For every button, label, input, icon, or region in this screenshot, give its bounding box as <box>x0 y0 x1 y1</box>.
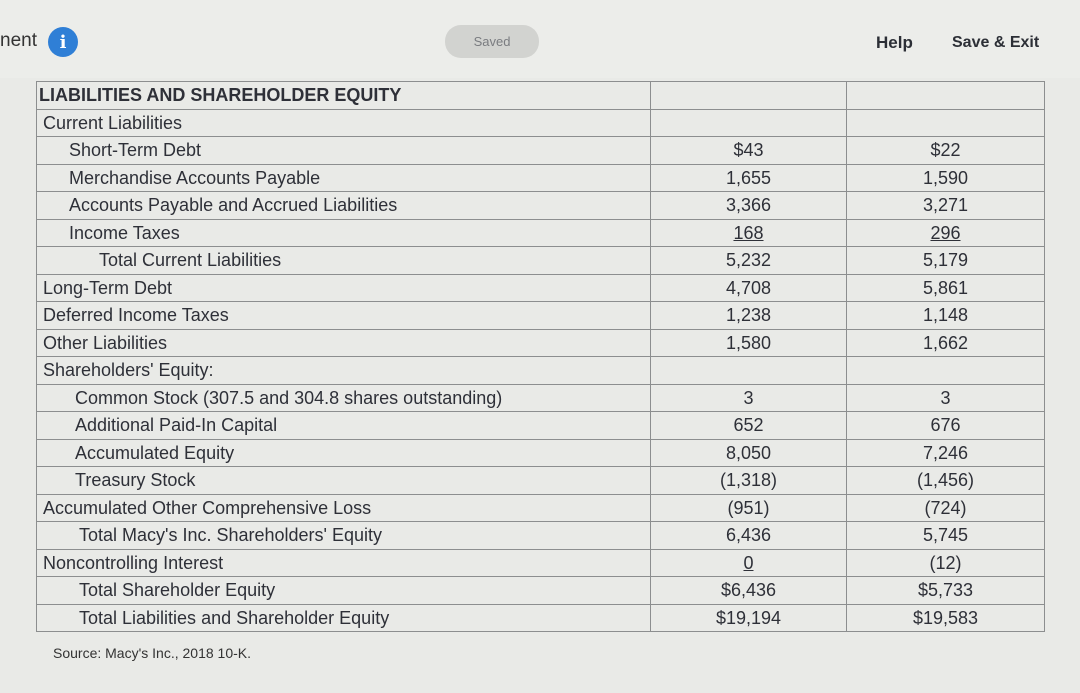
saved-status-badge: Saved <box>445 25 539 58</box>
table-row <box>37 577 1045 605</box>
value-cell: 6,436 <box>651 522 847 550</box>
row-label: Long-Term Debt <box>37 274 651 302</box>
value-cell: 7,246 <box>847 439 1045 467</box>
value-cell: 1,662 <box>847 329 1045 357</box>
help-link[interactable]: Help <box>876 33 913 52</box>
value-cell: 1,238 <box>651 302 847 330</box>
row-label: Total Current Liabilities <box>37 247 651 275</box>
row-label: Common Stock (307.5 and 304.8 shares outstanding) <box>37 384 651 412</box>
row-label: Other Liabilities <box>37 329 651 357</box>
row-label: Accounts Payable and Accrued Liabilities <box>37 192 651 220</box>
value-cell: 4,708 <box>651 274 847 302</box>
table-row <box>37 109 1045 137</box>
value-cell: 3,271 <box>847 192 1045 220</box>
value-cell: $43 <box>651 137 847 165</box>
balance-sheet-table <box>36 81 1045 632</box>
table-row <box>37 439 1045 467</box>
value-cell: (1,456) <box>847 467 1045 495</box>
value-cell: 676 <box>847 412 1045 440</box>
value-cell: 3 <box>651 384 847 412</box>
row-label: Additional Paid-In Capital <box>37 412 651 440</box>
table-row <box>37 494 1045 522</box>
value-cell: $5,733 <box>847 577 1045 605</box>
table-heading: LIABILITIES AND SHAREHOLDER EQUITY <box>37 82 651 110</box>
row-label: Income Taxes <box>37 219 651 247</box>
row-label: Merchandise Accounts Payable <box>37 164 651 192</box>
row-label: Shareholders' Equity: <box>37 357 651 385</box>
value-cell: (1,318) <box>651 467 847 495</box>
value-cell: 296 <box>847 219 1045 247</box>
table-row <box>37 549 1045 577</box>
value-cell: 0 <box>651 549 847 577</box>
table-row <box>37 164 1045 192</box>
source-note: Source: Macy's Inc., 2018 10-K. <box>53 645 251 661</box>
table-row <box>37 384 1045 412</box>
value-cell: 5,179 <box>847 247 1045 275</box>
table-row <box>37 247 1045 275</box>
table-heading-row <box>37 82 1045 110</box>
table-row <box>37 412 1045 440</box>
row-label: Current Liabilities <box>37 109 651 137</box>
value-cell: $22 <box>847 137 1045 165</box>
row-label: Deferred Income Taxes <box>37 302 651 330</box>
table-row <box>37 467 1045 495</box>
row-label: Total Liabilities and Shareholder Equity <box>37 604 651 632</box>
value-cell: 3,366 <box>651 192 847 220</box>
table-row <box>37 219 1045 247</box>
value-cell: (724) <box>847 494 1045 522</box>
table-row <box>37 192 1045 220</box>
table-row <box>37 302 1045 330</box>
table-row <box>37 329 1045 357</box>
table-row <box>37 604 1045 632</box>
value-cell: 1,148 <box>847 302 1045 330</box>
row-label: Treasury Stock <box>37 467 651 495</box>
value-cell: 8,050 <box>651 439 847 467</box>
value-cell: 1,655 <box>651 164 847 192</box>
value-cell: 3 <box>847 384 1045 412</box>
value-cell: 5,232 <box>651 247 847 275</box>
table-row <box>37 137 1045 165</box>
value-cell: 1,580 <box>651 329 847 357</box>
assignment-title: nent <box>0 30 37 51</box>
row-label: Short-Term Debt <box>37 137 651 165</box>
value-cell: (951) <box>651 494 847 522</box>
value-cell: 652 <box>651 412 847 440</box>
value-cell: 5,861 <box>847 274 1045 302</box>
row-label: Total Macy's Inc. Shareholders' Equity <box>37 522 651 550</box>
row-label: Total Shareholder Equity <box>37 577 651 605</box>
value-cell: $19,583 <box>847 604 1045 632</box>
value-cell: 1,590 <box>847 164 1045 192</box>
value-cell: (12) <box>847 549 1045 577</box>
row-label: Accumulated Other Comprehensive Loss <box>37 494 651 522</box>
value-cell: $19,194 <box>651 604 847 632</box>
value-cell: 168 <box>651 219 847 247</box>
table-row <box>37 274 1045 302</box>
table-row <box>37 357 1045 385</box>
table-row <box>37 522 1045 550</box>
row-label: Noncontrolling Interest <box>37 549 651 577</box>
value-cell: $6,436 <box>651 577 847 605</box>
row-label: Accumulated Equity <box>37 439 651 467</box>
info-icon[interactable]: i <box>48 27 78 57</box>
top-bar <box>0 0 1080 78</box>
value-cell: 5,745 <box>847 522 1045 550</box>
save-exit-button[interactable]: Save & Exit <box>952 34 1040 51</box>
